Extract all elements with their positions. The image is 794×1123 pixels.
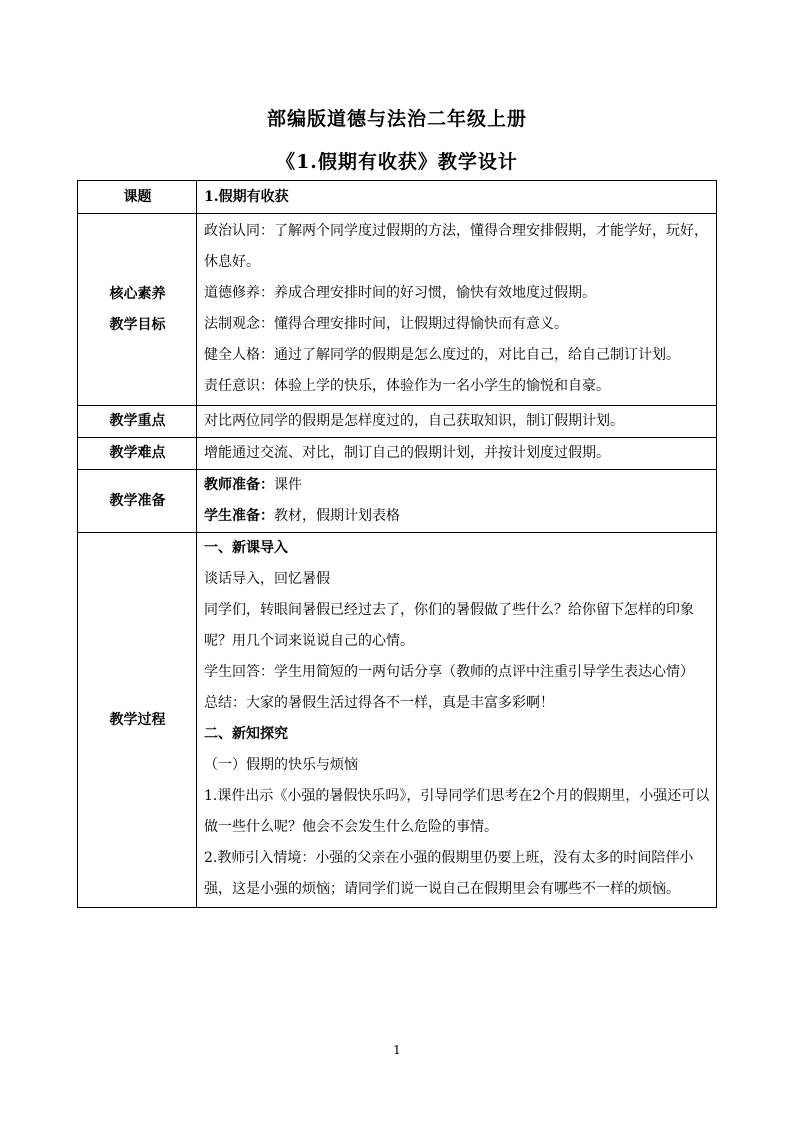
row-key (78, 406, 717, 438)
page-number: 1 (393, 1043, 401, 1057)
process-p5: 1.课件出示《小强的暑假快乐吗》，引导同学们思考在2个月的假期里，小强还可以做一些什么呢？他会不会发生什么危险的事情。 (204, 788, 710, 835)
goal-moral: 道德修养：养成合理安排时间的好习惯，愉快有效地度过假期。 (204, 285, 596, 301)
value-process (197, 533, 717, 908)
prep-student (204, 501, 710, 532)
row-difficulty (78, 438, 717, 470)
goal-responsibility: 责任意识：体验上学的快乐，体验作为一名小学生的愉悦和自豪。 (204, 378, 610, 394)
process-p3: 学生回答：学生用简短的一两句话分享（教师的点评中注重引导学生表达心情） (204, 664, 694, 680)
value-difficulty: 增能通过交流、对比，制订自己的假期计划，并按计划度过假期。 (197, 438, 717, 470)
label-goals (78, 214, 197, 406)
value-goals (197, 214, 717, 406)
lesson-plan-table (77, 180, 717, 908)
prep-teacher (204, 470, 710, 501)
goal-personality: 健全人格：通过了解同学的假期是怎么度过的，对比自己，给自己制订计划。 (204, 347, 680, 363)
label-prep: 教学准备 (78, 470, 197, 533)
label-topic: 课题 (78, 181, 197, 214)
row-goals (78, 214, 717, 406)
prep-teacher-label: 教师准备： (204, 477, 274, 493)
prep-student-value: 教材，假期计划表格 (274, 508, 400, 524)
label-difficulty: 教学难点 (78, 438, 197, 470)
process-section2-heading: 二、新知探究 (204, 726, 288, 742)
process-p6: 2.教师引入情境：小强的父亲在小强的假期里仍要上班，没有太多的时间陪伴小强，这是小强的烦恼；请同学们说一说自己在假期里会有哪些不一样的烦恼。 (204, 850, 694, 897)
value-topic: 1.假期有收获 (197, 181, 717, 214)
prep-student-label: 学生准备： (204, 508, 274, 524)
label-goals-line2: 教学目标 (109, 316, 166, 333)
document-title: 部编版道德与法治二年级上册 (266, 108, 527, 130)
process-p2: 同学们，转眼间暑假已经过去了，你们的暑假做了些什么？给你留下怎样的印象呢？用几个词来说说自己的心情。 (204, 602, 694, 649)
goal-legal: 法制观念：懂得合理安排时间，让假期过得愉快而有意义。 (204, 316, 568, 332)
process-p1: 谈话导入，回忆暑假 (204, 571, 330, 587)
goal-political: 政治认同：了解两个同学度过假期的方法，懂得合理安排假期，才能学好，玩好，休息好。 (204, 223, 708, 270)
prep-teacher-value: 课件 (274, 477, 302, 493)
process-section1-heading: 一、新课导入 (204, 540, 288, 556)
process-sub1: （一）假期的快乐与烦恼 (204, 757, 358, 773)
label-goals-line1: 核心素养 (109, 285, 166, 302)
process-p4: 总结：大家的暑假生活过得各不一样，真是丰富多彩啊！ (204, 695, 554, 711)
label-key: 教学重点 (78, 406, 197, 438)
row-topic (78, 181, 717, 214)
document-subtitle: 《1.假期有收获》教学设计 (276, 151, 518, 173)
label-process: 教学过程 (78, 533, 197, 908)
row-process (78, 533, 717, 908)
value-prep (197, 470, 717, 533)
value-key: 对比两位同学的假期是怎样度过的，自己获取知识，制订假期计划。 (197, 406, 717, 438)
row-prep (78, 470, 717, 533)
